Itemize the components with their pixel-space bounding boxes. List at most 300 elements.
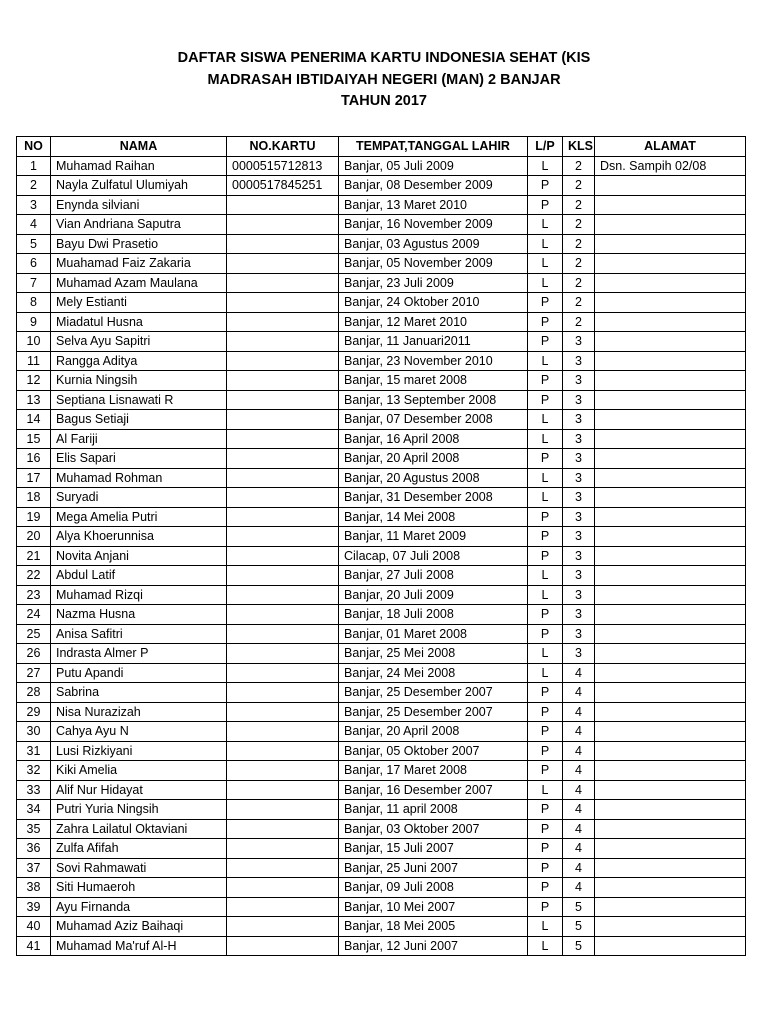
cell-alamat bbox=[595, 546, 746, 566]
table-row bbox=[17, 566, 746, 586]
cell-kls: 3 bbox=[563, 332, 595, 352]
cell-alamat bbox=[595, 273, 746, 293]
cell-no: 35 bbox=[17, 819, 51, 839]
cell-no-kartu bbox=[227, 234, 339, 254]
cell-no: 21 bbox=[17, 546, 51, 566]
cell-nama: Muhamad Rizqi bbox=[51, 585, 227, 605]
cell-lp: L bbox=[528, 566, 563, 586]
cell-kls: 2 bbox=[563, 273, 595, 293]
cell-no: 29 bbox=[17, 702, 51, 722]
table-row bbox=[17, 917, 746, 937]
cell-no: 14 bbox=[17, 410, 51, 430]
cell-tempat-tanggal-lahir: Banjar, 13 Maret 2010 bbox=[339, 195, 528, 215]
cell-kls: 3 bbox=[563, 624, 595, 644]
cell-alamat bbox=[595, 839, 746, 859]
cell-alamat bbox=[595, 722, 746, 742]
cell-kls: 4 bbox=[563, 741, 595, 761]
table-row bbox=[17, 936, 746, 956]
cell-no-kartu: 0000515712813 bbox=[227, 156, 339, 176]
cell-lp: P bbox=[528, 312, 563, 332]
cell-lp: L bbox=[528, 780, 563, 800]
cell-nama: Muhamad Azam Maulana bbox=[51, 273, 227, 293]
cell-alamat bbox=[595, 468, 746, 488]
header-kls: KLS bbox=[563, 137, 595, 157]
cell-alamat bbox=[595, 917, 746, 937]
cell-nama: Indrasta Almer P bbox=[51, 644, 227, 664]
cell-no-kartu: 0000517845251 bbox=[227, 176, 339, 196]
table-row bbox=[17, 254, 746, 274]
cell-no-kartu bbox=[227, 761, 339, 781]
cell-lp: P bbox=[528, 390, 563, 410]
cell-lp: P bbox=[528, 683, 563, 703]
cell-tempat-tanggal-lahir: Banjar, 03 Oktober 2007 bbox=[339, 819, 528, 839]
cell-kls: 3 bbox=[563, 410, 595, 430]
cell-no: 31 bbox=[17, 741, 51, 761]
cell-no: 41 bbox=[17, 936, 51, 956]
cell-kls: 4 bbox=[563, 839, 595, 859]
cell-no: 9 bbox=[17, 312, 51, 332]
cell-tempat-tanggal-lahir: Banjar, 20 April 2008 bbox=[339, 722, 528, 742]
cell-tempat-tanggal-lahir: Banjar, 15 maret 2008 bbox=[339, 371, 528, 391]
cell-no-kartu bbox=[227, 858, 339, 878]
cell-no: 20 bbox=[17, 527, 51, 547]
table-row bbox=[17, 449, 746, 469]
cell-alamat bbox=[595, 878, 746, 898]
cell-nama: Alya Khoerunnisa bbox=[51, 527, 227, 547]
cell-lp: P bbox=[528, 878, 563, 898]
table-row bbox=[17, 332, 746, 352]
cell-no-kartu bbox=[227, 683, 339, 703]
cell-tempat-tanggal-lahir: Banjar, 15 Juli 2007 bbox=[339, 839, 528, 859]
cell-kls: 4 bbox=[563, 761, 595, 781]
cell-no-kartu bbox=[227, 917, 339, 937]
cell-alamat bbox=[595, 449, 746, 469]
cell-alamat bbox=[595, 761, 746, 781]
cell-kls: 3 bbox=[563, 468, 595, 488]
cell-nama: Anisa Safitri bbox=[51, 624, 227, 644]
cell-tempat-tanggal-lahir: Banjar, 05 Oktober 2007 bbox=[339, 741, 528, 761]
cell-kls: 2 bbox=[563, 254, 595, 274]
table-row bbox=[17, 468, 746, 488]
cell-kls: 3 bbox=[563, 390, 595, 410]
cell-kls: 2 bbox=[563, 195, 595, 215]
cell-no-kartu bbox=[227, 293, 339, 313]
header-nama: NAMA bbox=[51, 137, 227, 157]
cell-nama: Mega Amelia Putri bbox=[51, 507, 227, 527]
cell-no: 13 bbox=[17, 390, 51, 410]
cell-lp: L bbox=[528, 585, 563, 605]
cell-kls: 3 bbox=[563, 566, 595, 586]
cell-kls: 4 bbox=[563, 663, 595, 683]
cell-alamat bbox=[595, 858, 746, 878]
cell-no-kartu bbox=[227, 644, 339, 664]
cell-kls: 3 bbox=[563, 371, 595, 391]
cell-nama: Rangga Aditya bbox=[51, 351, 227, 371]
cell-no-kartu bbox=[227, 819, 339, 839]
cell-kls: 2 bbox=[563, 215, 595, 235]
table-row bbox=[17, 234, 746, 254]
cell-alamat bbox=[595, 897, 746, 917]
cell-tempat-tanggal-lahir: Banjar, 11 Januari2011 bbox=[339, 332, 528, 352]
cell-tempat-tanggal-lahir: Banjar, 01 Maret 2008 bbox=[339, 624, 528, 644]
cell-nama: Muahamad Faiz Zakaria bbox=[51, 254, 227, 274]
cell-tempat-tanggal-lahir: Banjar, 25 Desember 2007 bbox=[339, 702, 528, 722]
cell-kls: 3 bbox=[563, 585, 595, 605]
cell-no-kartu bbox=[227, 546, 339, 566]
cell-kls: 4 bbox=[563, 683, 595, 703]
table-row bbox=[17, 312, 746, 332]
cell-lp: P bbox=[528, 761, 563, 781]
cell-lp: P bbox=[528, 546, 563, 566]
cell-no: 19 bbox=[17, 507, 51, 527]
cell-alamat bbox=[595, 702, 746, 722]
cell-no-kartu bbox=[227, 839, 339, 859]
cell-no: 10 bbox=[17, 332, 51, 352]
cell-tempat-tanggal-lahir: Banjar, 24 Oktober 2010 bbox=[339, 293, 528, 313]
cell-no-kartu bbox=[227, 605, 339, 625]
cell-tempat-tanggal-lahir: Banjar, 16 April 2008 bbox=[339, 429, 528, 449]
cell-alamat bbox=[595, 234, 746, 254]
cell-no: 12 bbox=[17, 371, 51, 391]
cell-alamat bbox=[595, 176, 746, 196]
cell-alamat bbox=[595, 312, 746, 332]
cell-nama: Nazma Husna bbox=[51, 605, 227, 625]
cell-lp: L bbox=[528, 215, 563, 235]
cell-alamat bbox=[595, 507, 746, 527]
document-title bbox=[0, 48, 768, 113]
cell-nama: Bagus Setiaji bbox=[51, 410, 227, 430]
cell-alamat bbox=[595, 390, 746, 410]
table-row bbox=[17, 390, 746, 410]
cell-tempat-tanggal-lahir: Banjar, 12 Juni 2007 bbox=[339, 936, 528, 956]
cell-tempat-tanggal-lahir: Banjar, 16 November 2009 bbox=[339, 215, 528, 235]
cell-no: 25 bbox=[17, 624, 51, 644]
cell-tempat-tanggal-lahir: Banjar, 14 Mei 2008 bbox=[339, 507, 528, 527]
cell-no: 40 bbox=[17, 917, 51, 937]
table-row bbox=[17, 488, 746, 508]
cell-kls: 5 bbox=[563, 936, 595, 956]
cell-kls: 2 bbox=[563, 293, 595, 313]
cell-lp: P bbox=[528, 702, 563, 722]
cell-no-kartu bbox=[227, 488, 339, 508]
cell-no-kartu bbox=[227, 878, 339, 898]
cell-nama: Zahra Lailatul Oktaviani bbox=[51, 819, 227, 839]
cell-no-kartu bbox=[227, 215, 339, 235]
cell-no: 6 bbox=[17, 254, 51, 274]
cell-lp: L bbox=[528, 644, 563, 664]
student-table bbox=[16, 136, 746, 956]
cell-nama: Abdul Latif bbox=[51, 566, 227, 586]
cell-nama: Sabrina bbox=[51, 683, 227, 703]
cell-tempat-tanggal-lahir: Banjar, 23 November 2010 bbox=[339, 351, 528, 371]
cell-no-kartu bbox=[227, 780, 339, 800]
table-row bbox=[17, 663, 746, 683]
cell-alamat bbox=[595, 605, 746, 625]
cell-tempat-tanggal-lahir: Banjar, 11 april 2008 bbox=[339, 800, 528, 820]
cell-tempat-tanggal-lahir: Banjar, 23 Juli 2009 bbox=[339, 273, 528, 293]
table-row bbox=[17, 351, 746, 371]
cell-nama: Zulfa Afifah bbox=[51, 839, 227, 859]
cell-lp: P bbox=[528, 741, 563, 761]
title-line-2: MADRASAH IBTIDAIYAH NEGERI (MAN) 2 BANJAR bbox=[207, 71, 561, 88]
cell-no: 16 bbox=[17, 449, 51, 469]
cell-tempat-tanggal-lahir: Banjar, 13 September 2008 bbox=[339, 390, 528, 410]
cell-lp: L bbox=[528, 429, 563, 449]
table-row bbox=[17, 371, 746, 391]
cell-nama: Nisa Nurazizah bbox=[51, 702, 227, 722]
cell-lp: L bbox=[528, 273, 563, 293]
table-row bbox=[17, 839, 746, 859]
table-row bbox=[17, 273, 746, 293]
cell-no: 27 bbox=[17, 663, 51, 683]
cell-no-kartu bbox=[227, 195, 339, 215]
cell-no-kartu bbox=[227, 741, 339, 761]
cell-lp: P bbox=[528, 839, 563, 859]
cell-no: 23 bbox=[17, 585, 51, 605]
cell-nama: Enynda silviani bbox=[51, 195, 227, 215]
cell-nama: Alif Nur Hidayat bbox=[51, 780, 227, 800]
cell-no: 11 bbox=[17, 351, 51, 371]
header-lp: L/P bbox=[528, 137, 563, 157]
cell-tempat-tanggal-lahir: Banjar, 27 Juli 2008 bbox=[339, 566, 528, 586]
cell-tempat-tanggal-lahir: Banjar, 05 November 2009 bbox=[339, 254, 528, 274]
cell-tempat-tanggal-lahir: Banjar, 08 Desember 2009 bbox=[339, 176, 528, 196]
cell-nama: Siti Humaeroh bbox=[51, 878, 227, 898]
cell-no-kartu bbox=[227, 254, 339, 274]
cell-nama: Septiana Lisnawati R bbox=[51, 390, 227, 410]
cell-no-kartu bbox=[227, 449, 339, 469]
cell-tempat-tanggal-lahir: Banjar, 25 Mei 2008 bbox=[339, 644, 528, 664]
cell-kls: 3 bbox=[563, 449, 595, 469]
cell-tempat-tanggal-lahir: Banjar, 20 Juli 2009 bbox=[339, 585, 528, 605]
cell-tempat-tanggal-lahir: Banjar, 18 Juli 2008 bbox=[339, 605, 528, 625]
cell-alamat: Dsn. Sampih 02/08 bbox=[595, 156, 746, 176]
cell-lp: P bbox=[528, 332, 563, 352]
cell-no: 37 bbox=[17, 858, 51, 878]
cell-no-kartu bbox=[227, 585, 339, 605]
table-row bbox=[17, 527, 746, 547]
cell-no: 5 bbox=[17, 234, 51, 254]
cell-alamat bbox=[595, 293, 746, 313]
table-row bbox=[17, 644, 746, 664]
cell-no: 32 bbox=[17, 761, 51, 781]
cell-alamat bbox=[595, 488, 746, 508]
cell-nama: Ayu Firnanda bbox=[51, 897, 227, 917]
cell-alamat bbox=[595, 780, 746, 800]
cell-alamat bbox=[595, 936, 746, 956]
cell-no: 22 bbox=[17, 566, 51, 586]
cell-lp: P bbox=[528, 176, 563, 196]
cell-no-kartu bbox=[227, 429, 339, 449]
cell-tempat-tanggal-lahir: Banjar, 31 Desember 2008 bbox=[339, 488, 528, 508]
cell-kls: 4 bbox=[563, 722, 595, 742]
cell-kls: 2 bbox=[563, 176, 595, 196]
header-no: NO bbox=[17, 137, 51, 157]
cell-nama: Kurnia Ningsih bbox=[51, 371, 227, 391]
header-alamat: ALAMAT bbox=[595, 137, 746, 157]
cell-nama: Lusi Rizkiyani bbox=[51, 741, 227, 761]
cell-tempat-tanggal-lahir: Banjar, 12 Maret 2010 bbox=[339, 312, 528, 332]
table-row bbox=[17, 293, 746, 313]
cell-nama: Muhamad Raihan bbox=[51, 156, 227, 176]
cell-kls: 3 bbox=[563, 351, 595, 371]
cell-lp: L bbox=[528, 663, 563, 683]
cell-no: 26 bbox=[17, 644, 51, 664]
cell-no-kartu bbox=[227, 332, 339, 352]
cell-no-kartu bbox=[227, 273, 339, 293]
cell-alamat bbox=[595, 644, 746, 664]
cell-alamat bbox=[595, 351, 746, 371]
cell-alamat bbox=[595, 332, 746, 352]
cell-no: 30 bbox=[17, 722, 51, 742]
cell-alamat bbox=[595, 819, 746, 839]
table-row bbox=[17, 878, 746, 898]
table-row bbox=[17, 605, 746, 625]
cell-lp: L bbox=[528, 234, 563, 254]
cell-lp: P bbox=[528, 195, 563, 215]
cell-nama: Nayla Zulfatul Ulumiyah bbox=[51, 176, 227, 196]
table-row bbox=[17, 702, 746, 722]
cell-nama: Cahya Ayu N bbox=[51, 722, 227, 742]
cell-lp: L bbox=[528, 917, 563, 937]
cell-kls: 5 bbox=[563, 897, 595, 917]
cell-lp: L bbox=[528, 254, 563, 274]
cell-kls: 3 bbox=[563, 507, 595, 527]
table-body bbox=[17, 156, 746, 956]
cell-alamat bbox=[595, 215, 746, 235]
cell-nama: Miadatul Husna bbox=[51, 312, 227, 332]
table-row bbox=[17, 624, 746, 644]
cell-nama: Putri Yuria Ningsih bbox=[51, 800, 227, 820]
cell-no: 4 bbox=[17, 215, 51, 235]
cell-no-kartu bbox=[227, 371, 339, 391]
cell-kls: 3 bbox=[563, 488, 595, 508]
cell-nama: Elis Sapari bbox=[51, 449, 227, 469]
cell-no-kartu bbox=[227, 527, 339, 547]
cell-nama: Kiki Amelia bbox=[51, 761, 227, 781]
cell-kls: 3 bbox=[563, 644, 595, 664]
title-line-1: DAFTAR SISWA PENERIMA KARTU INDONESIA SEHAT (KIS bbox=[177, 50, 591, 66]
table-row bbox=[17, 819, 746, 839]
cell-no: 7 bbox=[17, 273, 51, 293]
cell-lp: P bbox=[528, 449, 563, 469]
cell-alamat bbox=[595, 566, 746, 586]
cell-no-kartu bbox=[227, 566, 339, 586]
cell-no: 18 bbox=[17, 488, 51, 508]
table-row bbox=[17, 585, 746, 605]
cell-no: 8 bbox=[17, 293, 51, 313]
cell-no-kartu bbox=[227, 800, 339, 820]
cell-tempat-tanggal-lahir: Banjar, 24 Mei 2008 bbox=[339, 663, 528, 683]
table-row bbox=[17, 546, 746, 566]
cell-no-kartu bbox=[227, 390, 339, 410]
header-tempat-tanggal-lahir: TEMPAT,TANGGAL LAHIR bbox=[339, 137, 528, 157]
cell-kls: 3 bbox=[563, 605, 595, 625]
cell-alamat bbox=[595, 624, 746, 644]
table-row bbox=[17, 741, 746, 761]
cell-tempat-tanggal-lahir: Banjar, 05 Juli 2009 bbox=[339, 156, 528, 176]
cell-tempat-tanggal-lahir: Banjar, 25 Juni 2007 bbox=[339, 858, 528, 878]
cell-alamat bbox=[595, 195, 746, 215]
cell-nama: Novita Anjani bbox=[51, 546, 227, 566]
cell-no: 36 bbox=[17, 839, 51, 859]
cell-tempat-tanggal-lahir: Banjar, 07 Desember 2008 bbox=[339, 410, 528, 430]
cell-no: 15 bbox=[17, 429, 51, 449]
cell-no-kartu bbox=[227, 897, 339, 917]
cell-no: 1 bbox=[17, 156, 51, 176]
cell-alamat bbox=[595, 371, 746, 391]
table-row bbox=[17, 410, 746, 430]
table-row bbox=[17, 507, 746, 527]
cell-tempat-tanggal-lahir: Banjar, 11 Maret 2009 bbox=[339, 527, 528, 547]
cell-tempat-tanggal-lahir: Banjar, 16 Desember 2007 bbox=[339, 780, 528, 800]
cell-alamat bbox=[595, 585, 746, 605]
cell-tempat-tanggal-lahir: Banjar, 25 Desember 2007 bbox=[339, 683, 528, 703]
cell-no: 34 bbox=[17, 800, 51, 820]
cell-kls: 4 bbox=[563, 780, 595, 800]
cell-kls: 5 bbox=[563, 917, 595, 937]
cell-lp: L bbox=[528, 936, 563, 956]
cell-no: 17 bbox=[17, 468, 51, 488]
cell-lp: P bbox=[528, 624, 563, 644]
cell-nama: Vian Andriana Saputra bbox=[51, 215, 227, 235]
cell-lp: P bbox=[528, 527, 563, 547]
cell-no-kartu bbox=[227, 722, 339, 742]
cell-nama: Sovi Rahmawati bbox=[51, 858, 227, 878]
cell-lp: P bbox=[528, 293, 563, 313]
table-header-row bbox=[17, 137, 746, 157]
cell-tempat-tanggal-lahir: Banjar, 10 Mei 2007 bbox=[339, 897, 528, 917]
cell-lp: L bbox=[528, 468, 563, 488]
cell-kls: 4 bbox=[563, 878, 595, 898]
cell-kls: 2 bbox=[563, 156, 595, 176]
cell-no-kartu bbox=[227, 702, 339, 722]
cell-no: 38 bbox=[17, 878, 51, 898]
cell-lp: P bbox=[528, 605, 563, 625]
title-line-3: TAHUN 2017 bbox=[341, 93, 427, 109]
cell-no-kartu bbox=[227, 468, 339, 488]
cell-no: 24 bbox=[17, 605, 51, 625]
cell-alamat bbox=[595, 410, 746, 430]
cell-lp: P bbox=[528, 897, 563, 917]
cell-tempat-tanggal-lahir: Banjar, 03 Agustus 2009 bbox=[339, 234, 528, 254]
table-row bbox=[17, 722, 746, 742]
cell-alamat bbox=[595, 800, 746, 820]
cell-tempat-tanggal-lahir: Banjar, 18 Mei 2005 bbox=[339, 917, 528, 937]
cell-lp: P bbox=[528, 819, 563, 839]
cell-kls: 3 bbox=[563, 527, 595, 547]
cell-kls: 4 bbox=[563, 800, 595, 820]
cell-nama: Muhamad Rohman bbox=[51, 468, 227, 488]
cell-tempat-tanggal-lahir: Banjar, 09 Juli 2008 bbox=[339, 878, 528, 898]
cell-nama: Muhamad Aziz Baihaqi bbox=[51, 917, 227, 937]
cell-lp: L bbox=[528, 156, 563, 176]
cell-no-kartu bbox=[227, 410, 339, 430]
cell-lp: P bbox=[528, 722, 563, 742]
table-row bbox=[17, 156, 746, 176]
cell-lp: L bbox=[528, 351, 563, 371]
cell-kls: 3 bbox=[563, 546, 595, 566]
cell-kls: 4 bbox=[563, 858, 595, 878]
cell-alamat bbox=[595, 429, 746, 449]
cell-nama: Putu Apandi bbox=[51, 663, 227, 683]
cell-kls: 4 bbox=[563, 702, 595, 722]
table-row bbox=[17, 176, 746, 196]
table-row bbox=[17, 800, 746, 820]
cell-kls: 2 bbox=[563, 234, 595, 254]
cell-tempat-tanggal-lahir: Cilacap, 07 Juli 2008 bbox=[339, 546, 528, 566]
cell-alamat bbox=[595, 741, 746, 761]
